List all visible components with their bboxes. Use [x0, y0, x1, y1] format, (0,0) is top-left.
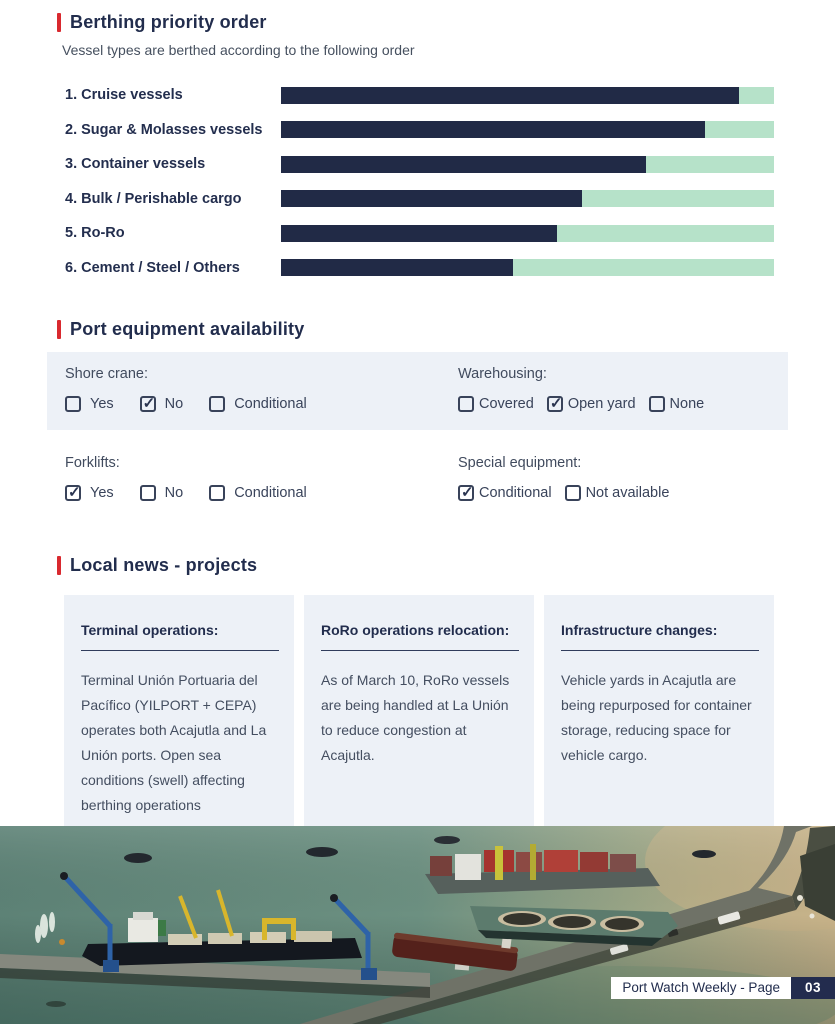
- news-card-terminal-operations: [64, 595, 294, 827]
- checkbox[interactable]: [547, 396, 563, 412]
- option-label: Conditional: [234, 396, 307, 412]
- bar-track: [281, 87, 774, 104]
- option-label: Covered: [479, 396, 534, 412]
- bar-fill: [281, 156, 646, 173]
- option-covered[interactable]: [458, 396, 534, 412]
- equipment-row-2: [47, 441, 788, 507]
- option-not-available[interactable]: [565, 485, 670, 501]
- card-heading: Terminal operations:: [81, 622, 219, 638]
- bar-fill: [281, 190, 582, 207]
- bar-fill: [281, 225, 557, 242]
- section-title: Berthing priority order: [70, 12, 267, 32]
- chart-row: [65, 147, 774, 182]
- option-label: Not available: [585, 485, 670, 501]
- group-label: Shore crane:: [65, 366, 149, 382]
- section-title: Local news - projects: [70, 555, 258, 575]
- card-divider: [561, 650, 759, 651]
- checkbox[interactable]: [458, 396, 474, 412]
- option-none[interactable]: [649, 396, 705, 412]
- option-row: [65, 396, 458, 412]
- chart-row: [65, 216, 774, 251]
- group-forklifts: [65, 455, 458, 501]
- card-body: Terminal Unión Portuaria del Pacífico (YILPORT + CEPA) operates both Acajutla and La Unión ports. Open sea conditions (swell) affecting berthing operations: [81, 672, 267, 813]
- group-special-equipment: [458, 455, 788, 501]
- option-label: None: [669, 396, 705, 412]
- group-warehousing: [458, 366, 788, 412]
- option-row: [65, 485, 458, 501]
- checkbox[interactable]: [209, 396, 225, 412]
- option-conditional[interactable]: [458, 485, 552, 501]
- checkbox[interactable]: [140, 396, 156, 412]
- section-subtitle: Vessel types are berthed according to the following order: [62, 42, 415, 58]
- card-body: As of March 10, RoRo vessels are being handled at La Unión to reduce congestion at Acajutla.: [321, 672, 510, 763]
- section-title: Port equipment availability: [70, 319, 305, 339]
- bar-fill: [281, 121, 705, 138]
- section-local-news: [0, 555, 835, 827]
- option-conditional[interactable]: [209, 485, 307, 501]
- equipment-panel: [47, 352, 788, 430]
- bar-track: [281, 190, 774, 207]
- accent-bar-icon: [57, 13, 61, 32]
- news-cards: [64, 595, 835, 827]
- group-label: Warehousing:: [458, 366, 547, 382]
- option-open-yard[interactable]: [547, 396, 636, 412]
- bar-fill: [281, 87, 739, 104]
- chart-category-label: 6. Cement / Steel / Others: [65, 259, 240, 276]
- option-conditional[interactable]: [209, 396, 307, 412]
- bar-track: [281, 259, 774, 276]
- card-body: Vehicle yards in Acajutla are being repurposed for container storage, reducing space for vehicle cargo.: [561, 672, 752, 763]
- berthing-priority-chart: [65, 78, 774, 285]
- bar-track: [281, 225, 774, 242]
- group-label: Special equipment:: [458, 455, 582, 471]
- option-label: Yes: [90, 396, 114, 412]
- chart-category-label: 4. Bulk / Perishable cargo: [65, 190, 242, 207]
- option-label: Open yard: [567, 396, 636, 412]
- option-yes[interactable]: [65, 485, 114, 501]
- card-heading: Infrastructure changes:: [561, 622, 718, 638]
- checkbox[interactable]: [65, 396, 81, 412]
- chart-category-label: 3. Container vessels: [65, 156, 206, 173]
- section-berthing-priority: [0, 0, 835, 285]
- accent-bar-icon: [57, 556, 61, 575]
- section-equipment: [0, 319, 835, 507]
- chart-category-label: 1. Cruise vessels: [65, 87, 183, 104]
- chart-category-label: 2. Sugar & Molasses vessels: [65, 121, 263, 138]
- group-label: Forklifts:: [65, 455, 120, 471]
- card-heading: RoRo operations relocation:: [321, 622, 510, 638]
- section-heading: [57, 319, 835, 340]
- option-yes[interactable]: [65, 396, 114, 412]
- checkbox[interactable]: [209, 485, 225, 501]
- section-heading: [57, 555, 835, 576]
- news-card-infrastructure-changes: [544, 595, 774, 827]
- checkbox[interactable]: [565, 485, 581, 501]
- option-label: Yes: [90, 485, 114, 501]
- chart-category-label: 5. Ro-Ro: [65, 225, 125, 242]
- card-divider: [321, 650, 519, 651]
- card-divider: [81, 650, 279, 651]
- bar-track: [281, 156, 774, 173]
- option-row: [458, 396, 788, 412]
- chart-row: [65, 113, 774, 148]
- group-shore-crane: [65, 366, 458, 412]
- option-no[interactable]: [140, 485, 184, 501]
- section-heading: [57, 12, 835, 33]
- page-number-badge: 03: [791, 977, 835, 999]
- chart-row: [65, 182, 774, 217]
- news-card-roro-relocation: [304, 595, 534, 827]
- accent-bar-icon: [57, 320, 61, 339]
- checkbox[interactable]: [140, 485, 156, 501]
- checkbox[interactable]: [65, 485, 81, 501]
- option-label: No: [164, 485, 184, 501]
- option-label: Conditional: [479, 485, 552, 501]
- chart-row: [65, 78, 774, 113]
- report-name-label: Port Watch Weekly - Page: [611, 977, 791, 999]
- option-no[interactable]: [140, 396, 184, 412]
- chart-row: [65, 251, 774, 286]
- option-row: [458, 485, 788, 501]
- option-label: No: [164, 396, 184, 412]
- footer-page-label: [611, 977, 835, 999]
- checkbox[interactable]: [458, 485, 474, 501]
- bar-track: [281, 121, 774, 138]
- option-label: Conditional: [234, 485, 307, 501]
- bar-fill: [281, 259, 513, 276]
- checkbox[interactable]: [649, 396, 665, 412]
